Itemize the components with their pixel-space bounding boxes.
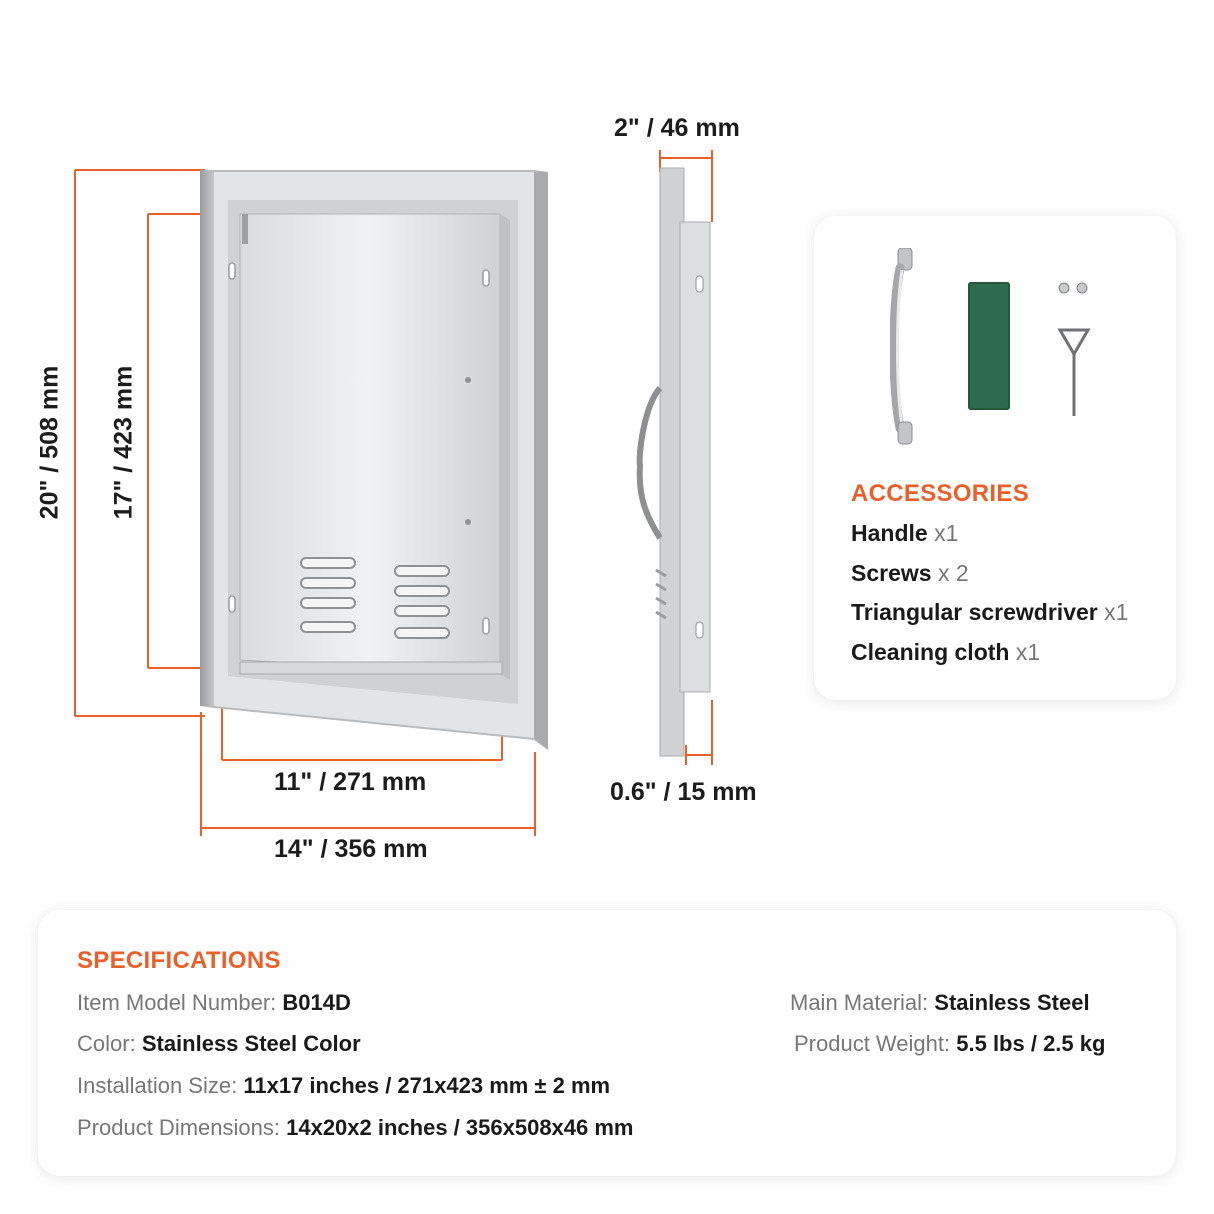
triangular-screwdriver-icon: [1054, 324, 1094, 420]
door-side-view: [636, 166, 716, 758]
accessory-item-handle: Handle x1: [851, 520, 959, 546]
accessory-item-screwdriver: Triangular screwdriver x1: [851, 599, 1129, 625]
specifications-card: [38, 910, 1176, 1176]
spec-installation-size: Installation Size: 11x17 inches / 271x423 mm ± 2 mm: [77, 1073, 611, 1098]
accessories-card: [814, 216, 1176, 700]
inner-height-label: 17" / 423 mm: [109, 365, 138, 520]
handle-icon: [890, 248, 920, 448]
outer-width-label: 14" / 356 mm: [274, 835, 428, 863]
door-front-view: [200, 168, 550, 750]
spec-product-weight: Product Weight: 5.5 lbs / 2.5 kg: [794, 1031, 1106, 1056]
accessories-title: ACCESSORIES: [851, 480, 1030, 507]
specifications-title: SPECIFICATIONS: [77, 947, 281, 974]
spec-main-material: Main Material: Stainless Steel: [790, 990, 1090, 1015]
inner-width-label: 11" / 271 mm: [274, 768, 427, 796]
accessory-item-screws: Screws x 2: [851, 560, 969, 586]
screws-icon: [1054, 278, 1094, 298]
spec-color: Color: Stainless Steel Color: [77, 1031, 361, 1056]
cleaning-cloth-icon: [968, 282, 1010, 410]
outer-height-label: 20" / 508 mm: [35, 365, 64, 520]
flange-label: 0.6" / 15 mm: [610, 778, 757, 806]
spec-product-dimensions: Product Dimensions: 14x20x2 inches / 356x508x46 mm: [77, 1115, 634, 1140]
depth-label: 2" / 46 mm: [614, 114, 740, 142]
accessory-item-cleaning-cloth: Cleaning cloth x1: [851, 639, 1041, 665]
spec-model-number: Item Model Number: B014D: [77, 990, 351, 1015]
